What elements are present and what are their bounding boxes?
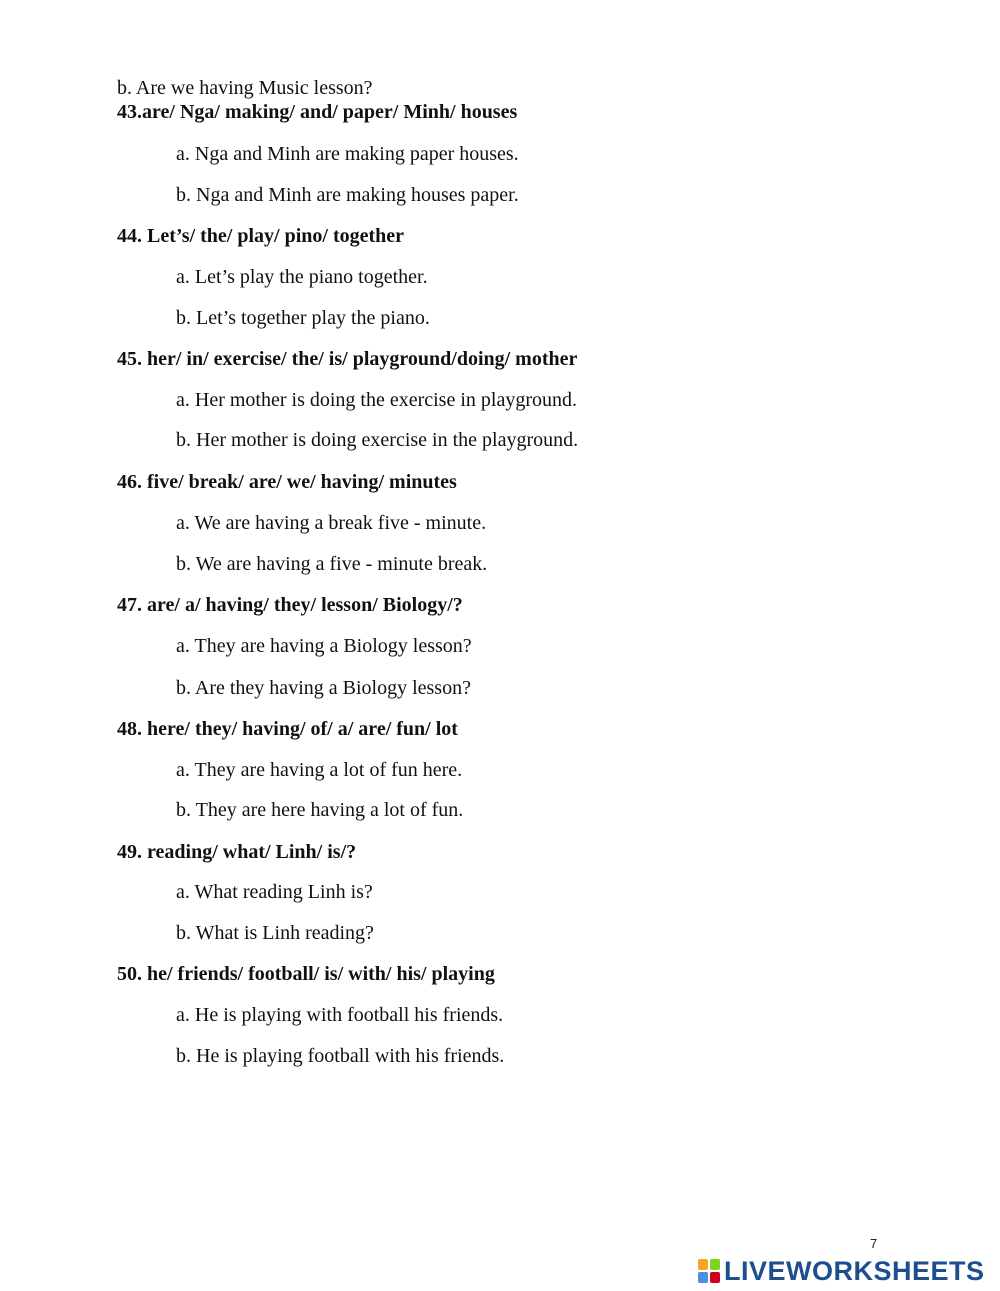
question-46-option-b[interactable]: b. We are having a five - minute break.: [176, 553, 488, 575]
question-43-option-b[interactable]: b. Nga and Minh are making houses paper.: [176, 184, 519, 206]
question-45-option-b[interactable]: b. Her mother is doing exercise in the playground.: [176, 429, 579, 451]
question-44-option-b[interactable]: b. Let’s together play the piano.: [176, 307, 430, 329]
liveworksheets-blocks-icon: [698, 1259, 720, 1283]
question-47-option-b[interactable]: b. Are they having a Biology lesson?: [176, 677, 471, 699]
logo-block-3: [698, 1272, 708, 1283]
question-49-option-a[interactable]: a. What reading Linh is?: [176, 881, 373, 903]
question-46-option-a[interactable]: a. We are having a break five - minute.: [176, 512, 487, 534]
logo-block-2: [710, 1259, 720, 1270]
question-44-prompt: 44. Let’s/ the/ play/ pino/ together: [117, 225, 405, 247]
question-45-prompt: 45. her/ in/ exercise/ the/ is/ playground/doing/ mother: [117, 348, 578, 370]
question-44-option-a[interactable]: a. Let’s play the piano together.: [176, 266, 428, 288]
question-47-prompt: 47. are/ a/ having/ they/ lesson/ Biology/?: [117, 594, 463, 616]
liveworksheets-logo[interactable]: [698, 1256, 985, 1286]
question-50-prompt: 50. he/ friends/ football/ is/ with/ his/ playing: [117, 963, 495, 985]
logo-block-1: [698, 1259, 708, 1270]
logo-block-4: [710, 1272, 720, 1283]
question-45-option-a[interactable]: a. Her mother is doing the exercise in playground.: [176, 389, 577, 411]
question-46-prompt: 46. five/ break/ are/ we/ having/ minutes: [117, 471, 457, 493]
question-50-option-b[interactable]: b. He is playing football with his friends.: [176, 1045, 505, 1067]
question-48-option-b[interactable]: b. They are here having a lot of fun.: [176, 799, 464, 821]
question-43-option-a[interactable]: a. Nga and Minh are making paper houses.: [176, 143, 519, 165]
page-number: 7: [870, 1236, 878, 1251]
question-50-option-a[interactable]: a. He is playing with football his friends.: [176, 1004, 504, 1026]
question-49-option-b[interactable]: b. What is Linh reading?: [176, 922, 374, 944]
question-48-option-a[interactable]: a. They are having a lot of fun here.: [176, 759, 463, 781]
previous-option-b: b. Are we having Music lesson?: [117, 77, 373, 99]
question-48-prompt: 48. here/ they/ having/ of/ a/ are/ fun/ lot: [117, 718, 458, 740]
question-49-prompt: 49. reading/ what/ Linh/ is/?: [117, 841, 357, 863]
question-47-option-a[interactable]: a. They are having a Biology lesson?: [176, 635, 472, 657]
question-43-prompt: 43.are/ Nga/ making/ and/ paper/ Minh/ houses: [117, 101, 518, 123]
brand-name: LIVEWORKSHEETS: [724, 1256, 985, 1286]
